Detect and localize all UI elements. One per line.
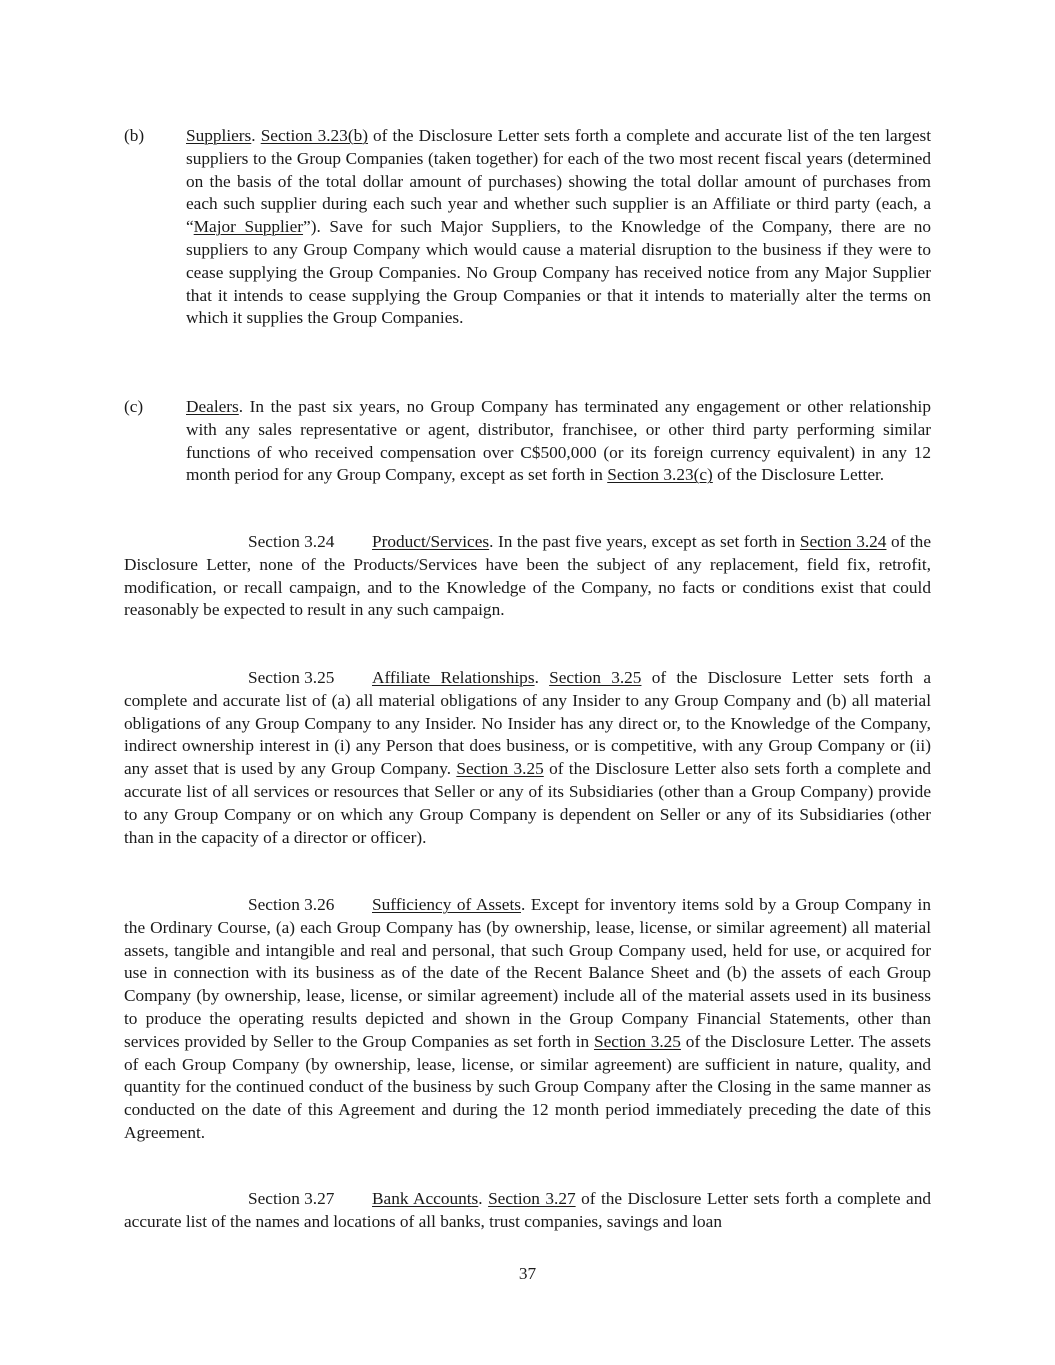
heading-suppliers: Suppliers xyxy=(186,126,252,145)
section-3-26: Section 3.26 Sufficiency of Assets. Except for inventory items sold by a Group Company in the Ordinary Course, (a) each Group Company has (by ownership, lease, license, or similar agreement) all material assets, tangible and intangible and real and personal, that such Group Company used, held for use, or acquired for use in connection with its business as of the date of the Recent Balance Sheet and (b) the assets of each Group Company (by ownership, lease, license, or similar agreement) include all of the material assets used in its business to produce the operating results depicted and shown in the Group Company Financial Statements, other than services provided by Seller to the Group Companies as set forth in Section 3.25 of the Disclosure Letter. The assets of each Group Company (by ownership, lease, license, or similar agreement) are sufficient in nature, quality, and quantity for the continued conduct of the business by such Group Company after the Closing in the same manner as conducted on the date of this Agreement and during the 12 month period immediately preceding the date of this Agreement. xyxy=(124,895,931,1142)
section-number: Section 3.24 xyxy=(248,532,335,551)
defined-term-major-supplier: Major Supplier xyxy=(193,217,304,237)
paragraph-c-dealers: (c) Dealers. In the past six years, no Group Company has terminated any engagement or other relationship with any sales representative or agent, distributor, franchisee, or other third party performing similar functions of who received compensation over C$500,000 (or its foreign currency equivalent) in any 12 month period for any Group Company, except as set forth in Section 3.23(c) of the Disclosure Letter. xyxy=(124,397,931,485)
paragraph-c-label: (c) xyxy=(124,397,144,416)
section-3-25: Section 3.25 Affiliate Relationships. Section 3.25 of the Disclosure Letter sets forth a complete and accurate list of (a) all material obligations of any Insider to any Group Company and (b) all material obligations of any Group Company to any Insider. No Insider has any direct or, to the Knowledge of the Company, indirect ownership interest in (i) any Person that does business, or is competitive, with any Group Company or (ii) any asset that is used by any Group Company. Section 3.25 of the Disclosure Letter also sets forth a complete and accurate list of all services or resources that Seller or any of its Subsidiaries (other than a Group Company) provide to any Group Company or on which any Group Company is dependent on Seller or any of its Subsidiaries (other than in the capacity of a director or officer). xyxy=(124,668,931,847)
section-heading-affiliate-relationships: Affiliate Relationships xyxy=(372,668,535,687)
heading-dealers: Dealers xyxy=(186,397,239,416)
section-number: Section 3.26 xyxy=(248,895,335,914)
cross-reference-3-23b: Section 3.23(b) xyxy=(260,126,368,145)
cross-reference-3-25-second: Section 3.25 xyxy=(456,759,544,779)
cross-reference-3-24: Section 3.24 xyxy=(799,532,887,551)
section-heading-bank-accounts: Bank Accounts xyxy=(372,1189,479,1208)
section-3-27: Section 3.27 Bank Accounts. Section 3.27 of the Disclosure Letter sets forth a complete and accurate list of the names and locations of all banks, trust companies, savings and loan xyxy=(124,1189,931,1231)
paragraph-b-suppliers: (b) Suppliers. Section 3.23(b) of the Disclosure Letter sets forth a complete and accurate list of the ten largest suppliers to the Group Companies (taken together) for each of the two most recent fiscal years (determined on the basis of the total dollar amount of purchases) showing the total dollar amount of purchases from each such supplier during each such year and whether such supplier is an Affiliate or third party (each, a “Major Supplier”). Save for such Major Suppliers, to the Knowledge of the Company, there are no suppliers to any Group Company which would cause a material disruption to the business if they were to cease supplying the Group Companies. No Group Company has received notice from any Major Supplier that it intends to cease supplying the Group Companies or that it intends to materially alter the terms on which it supplies the Group Companies. xyxy=(124,126,932,328)
cross-reference-3-25: Section 3.25 xyxy=(549,668,642,687)
section-heading-product-services: Product/Services xyxy=(372,532,490,551)
section-3-24: Section 3.24 Product/Services. In the past five years, except as set forth in Section 3.24 of the Disclosure Letter, none of the Products/Services have been the subject of any replacement, field fix, retrofit, modification, or recall campaign, and to the Knowledge of the Company, no facts or conditions exist that could reasonably be expected to result in any such campaign. xyxy=(124,532,931,620)
section-number: Section 3.25 xyxy=(248,668,335,687)
section-heading-sufficiency-of-assets: Sufficiency of Assets xyxy=(372,895,521,914)
cross-reference-3-25-in-3-26: Section 3.25 xyxy=(594,1031,681,1051)
cross-reference-3-27: Section 3.27 xyxy=(488,1189,576,1208)
page-number: 37 xyxy=(518,1264,537,1283)
cross-reference-3-23c: Section 3.23(c) xyxy=(607,465,713,485)
paragraph-b-label: (b) xyxy=(124,126,145,145)
section-number: Section 3.27 xyxy=(248,1189,335,1208)
